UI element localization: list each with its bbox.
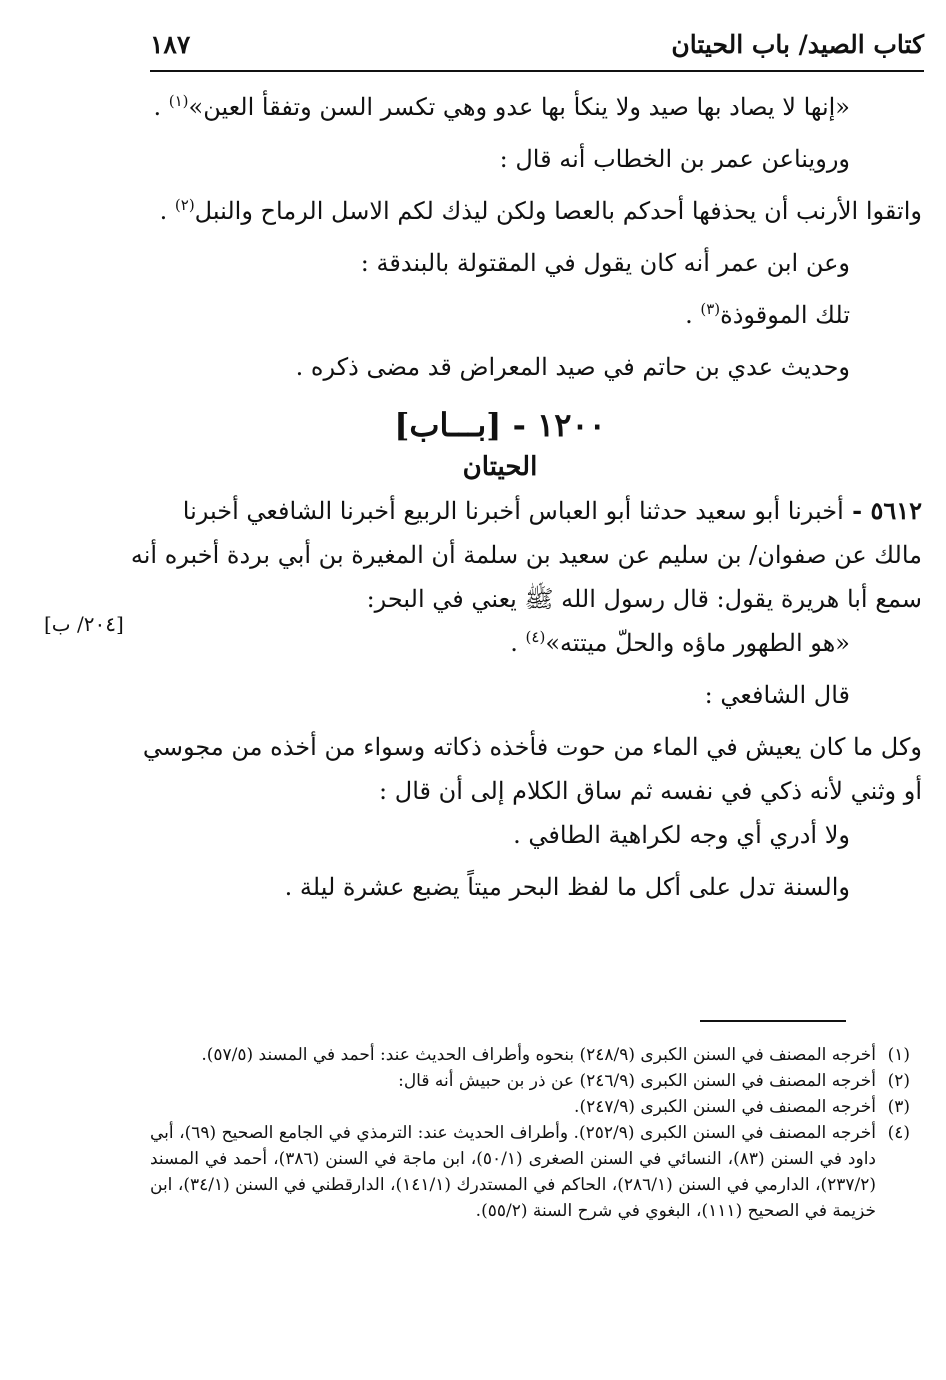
- footnote: [150, 1068, 910, 1094]
- footnote: [150, 1094, 910, 1120]
- footnote-text: أخرجه المصنف في السنن الكبرى (٢٤٦/٩) عن ذر بن حبيش أنه قال:: [398, 1071, 876, 1091]
- paragraph: ولا أدري أي وجه لكراهية الطافي .: [513, 821, 850, 849]
- paragraph: واتقوا الأرنب أن يحذفها أحدكم بالعصا ولكن ليذك لكم الاسل الرماح والنبل$^{(٢)}$ .: [159, 196, 922, 225]
- section-subheading: الحيتان: [462, 452, 538, 482]
- paragraph: أو وثني لأنه ذكي في نفسه ثم ساق الكلام إلى أن قال :: [379, 777, 922, 805]
- paragraph: «إنها لا يصاد بها صيد ولا ينكأ بها عدو وهي تكسر السن وتفقأ العين»$^{(١)}$ .: [153, 92, 850, 121]
- footnote-text: أخرجه المصنف في السنن الكبرى (٢٥٢/٩). وأطراف الحديث عند: الترمذي في الجامع الصحيح (٦٩)، أبي داود في السنن (٨٣)، النسائي في السنن الصغرى (٥٠/١)، ابن ماجة في السنن (٣٨٦)، أحمد في المسند (٢٣٧/٢)، الدارمي في السنن (٢٨٦/١)، الحاكم في المستدرك (١٤١/١)، الدارقطني في السنن (٣٤/١)، ابن خزيمة في الصحيح (١١١)، البغوي في شرح السنة (٥٥/٢).: [150, 1123, 877, 1221]
- paragraph: وحديث عدي بن حاتم في صيد المعراض قد مضى ذكره .: [295, 353, 850, 381]
- footnote-text: أخرجه المصنف في السنن الكبرى (٢٤٨/٩) بنحوه وأطراف الحديث عند: أحمد في المسند (٥٧/٥).: [201, 1045, 876, 1065]
- footnote: [150, 1120, 910, 1224]
- running-head-title: كتاب الصيد/ باب الحيتان: [671, 30, 924, 59]
- footnote-number: (٣): [887, 1097, 910, 1117]
- paragraph: «هو الطهور ماؤه والحلّ ميتته»$^{(٤)}$ .: [510, 628, 850, 657]
- paragraph: والسنة تدل على أكل ما لفظ البحر ميتاً يضبع عشرة ليلة .: [284, 873, 850, 901]
- hadith-line: ٥٦١٢ - أخبرنا أبو سعيد حدثنا أبو العباس أخبرنا الربيع أخبرنا الشافعي أخبرنا: [182, 496, 922, 525]
- footnote-number: (٤): [887, 1123, 910, 1143]
- paragraph: ورويناعن عمر بن الخطاب أنه قال :: [499, 145, 850, 173]
- hadith-line: مالك عن صفوان/ بن سليم عن سعيد بن سلمة أن المغيرة بن أبي بردة أخبره أنه: [130, 541, 922, 569]
- manuscript-folio-ref: [٢٠٤/ ب]: [44, 612, 124, 636]
- hadith-line: سمع أبا هريرة يقول: قال رسول الله ﷺ يعني في البحر:: [366, 585, 922, 613]
- footnote-marker: (١): [168, 92, 189, 110]
- footnote-marker: (٢): [174, 196, 195, 214]
- running-head: [150, 26, 924, 72]
- paragraph: تلك الموقوذة$^{(٣)}$ .: [685, 300, 850, 329]
- section-heading: ١٢٠٠ - [بـــاب]: [394, 406, 606, 444]
- footnote-marker: (٤): [525, 628, 546, 646]
- hadith-number: ٥٦١٢ -: [843, 496, 922, 525]
- footnote-marker: (٣): [700, 300, 721, 318]
- page-number: ١٨٧: [150, 30, 191, 59]
- footnote: [150, 1042, 910, 1068]
- footnote-separator: [700, 1020, 846, 1022]
- paragraph: قال الشافعي :: [704, 681, 850, 709]
- footnote-text: أخرجه المصنف في السنن الكبرى (٢٤٧/٩).: [574, 1097, 876, 1117]
- paragraph: وعن ابن عمر أنه كان يقول في المقتولة بالبندقة :: [360, 249, 850, 277]
- paragraph: وكل ما كان يعيش في الماء من حوت فأخذه ذكاته وسواء من أخذه من مجوسي: [142, 733, 922, 761]
- main-text: [130, 92, 922, 924]
- footnotes: [150, 1042, 910, 1224]
- footnote-number: (١): [887, 1045, 910, 1065]
- footnote-number: (٢): [887, 1071, 910, 1091]
